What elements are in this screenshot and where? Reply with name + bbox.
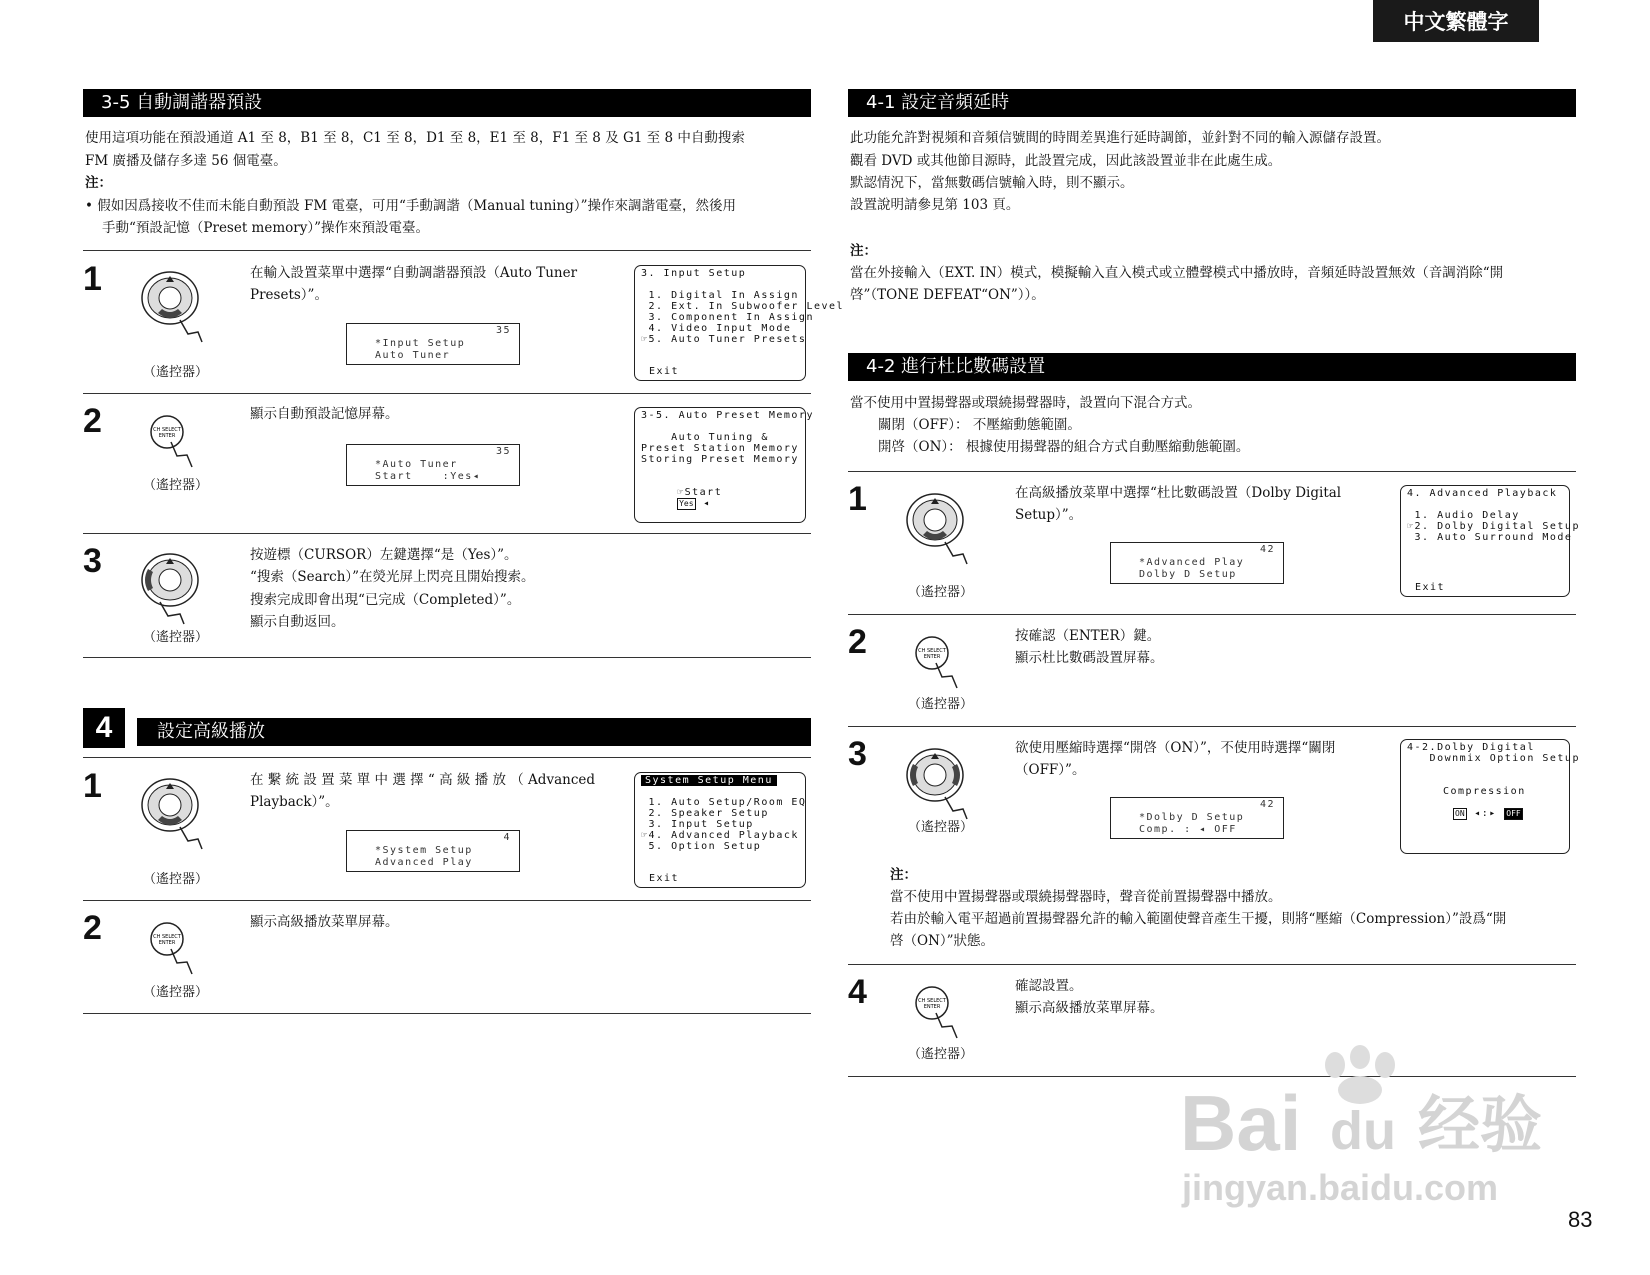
sec42-note-label: 注： [890,867,917,883]
divider [83,757,811,758]
divider [83,250,811,251]
step-number: 1 [83,767,102,805]
remote-enter-icon [145,412,205,472]
remote-caption: （遙控器） [143,365,209,380]
fl-display [1110,542,1284,584]
section-title-4-1: 4-1 設定音頻延時 [848,89,1576,117]
display-number: 35 [495,446,511,457]
divider [83,657,811,658]
step-number: 1 [848,480,867,518]
step-number: 3 [83,542,102,580]
watermark-url: jingyan.baidu.com [1182,1167,1499,1208]
sec42-on-desc: 開啓（ON）： 根據使用揚聲器的組合方式自動壓縮動態範圍。 [878,439,1250,455]
sec35-paragraph-2: FM 廣播及儲存多達 56 個電臺。 [85,153,287,169]
divider [83,1013,811,1014]
paw-icon [1315,1045,1405,1105]
sec41-paragraph-1: 此功能允許對視頻和音頻信號間的時間差異進行延時調節，並針對不同的輸入源儲存設置。 [850,130,1390,146]
osd-start-label: ☞Start [677,487,723,498]
sec42-note-line-3: 啓（ON）”狀態。 [890,933,995,949]
section-title-4: 設定高級播放 [137,718,811,746]
svg-text:ENTER: ENTER [158,940,176,946]
remote-enter-icon [145,919,205,979]
step-text: 顯示自動返回。 [250,614,345,630]
fl-display [1110,797,1284,839]
divider [83,900,811,901]
display-line-2: Auto Tuner [375,350,451,361]
step-text: 在 繫 統 設 置 菜 單 中 選 擇 “ 高 級 播 放 （ Advanced [250,772,596,788]
section-title-4-2: 4-2 進行杜比數碼設置 [848,353,1576,381]
display-number: 42 [1259,799,1275,810]
svg-text:ENTER: ENTER [923,1004,941,1010]
osd-title: 4. Advanced Playback [1407,488,1558,499]
sec42-off-desc: 關閉（OFF）： 不壓縮動態範圍。 [878,417,1081,433]
osd-yes-box: Yes [679,499,694,508]
language-tab: 中文繁體字 [1373,0,1539,42]
sec41-paragraph-4: 設置說明請參見第 103 頁。 [850,197,1020,213]
display-number: 35 [495,325,511,336]
step-text: Presets）”。 [250,287,328,303]
osd-items: Auto Tuning & Preset Station Memory Storing Preset Memory [641,432,799,465]
sec41-note-line-1: 當在外接輸入（EXT. IN）模式，模擬輸入直入模式或立體聲模式中播放時，音頻延時設置無效（音調消除“開 [850,265,1504,281]
watermark-jingyan: 经验 [1418,1088,1543,1161]
display-line-1: *System Setup [375,845,473,856]
remote-caption: （遙控器） [143,630,209,645]
svg-text:ENTER: ENTER [158,433,176,439]
sec41-paragraph-3: 默認情況下，當無數碼信號輸入時，則不顯示。 [850,175,1134,191]
remote-dpad-icon [905,742,977,827]
osd-exit: Exit [1415,582,1446,593]
osd-items: 1. Auto Setup/Room EQ 2. Speaker Setup 3. Input Setup ☞4. Advanced Playback 5. Option Setup [641,797,807,852]
display-line-2: Advanced Play [375,857,473,868]
sec42-note-line-2: 若由於輸入電平超過前置揚聲器允許的輸入範圍使聲音產生干擾，則將“壓縮（Compression）”設爲“開 [890,911,1507,927]
step-text: Playback）”。 [250,794,339,810]
divider [83,533,811,534]
step-text: 顯示杜比數碼設置屏幕。 [1015,650,1164,666]
divider [848,471,1576,472]
fl-display [346,323,520,365]
step-text: 欲使用壓縮時選擇“開啓（ON）”，不使用時選擇“關閉 [1015,740,1336,756]
remote-caption: （遙控器） [908,697,974,712]
divider [83,393,811,394]
display-line-1: *Advanced Play [1139,557,1245,568]
osd-menu-dolby-digital-setup [1400,739,1580,854]
osd-compression-label: Compression [1443,786,1526,797]
step-text: 在高級播放菜單中選擇“杜比數碼設置（Dolby Digital [1015,485,1342,501]
osd-menu-input-setup [634,265,845,381]
fl-display [346,830,520,872]
step-text: 確認設置。 [1015,978,1083,994]
divider [848,614,1576,615]
osd-menu-auto-preset-memory [634,407,814,523]
fl-display [346,444,520,486]
section-title-3-5: 3-5 自動調諧器預設 [83,89,811,117]
osd-exit: Exit [649,366,680,377]
display-line-2: Start :Yes◂ [375,471,481,482]
divider [848,964,1576,965]
osd-title: 3-5. Auto Preset Memory [641,410,814,421]
remote-caption: （遙控器） [908,1047,974,1062]
display-number: 4 [503,832,511,843]
watermark-bai: Bai [1180,1079,1302,1167]
display-line-1: *Dolby D Setup [1139,812,1245,823]
step-text: （OFF）”。 [1015,762,1086,778]
svg-text:CH SELECT: CH SELECT [918,998,946,1004]
sec41-note-line-2: 啓”（TONE DEFEAT“ON”））。 [850,287,1045,303]
display-number: 42 [1259,544,1275,555]
osd-menu-system-setup [634,772,806,888]
step-text: 搜索完成即會出現“已完成（Completed）”。 [250,592,521,608]
display-line-1: *Auto Tuner [375,459,458,470]
display-line-2: Dolby D Setup [1139,569,1237,580]
sec42-paragraph-1: 當不使用中置揚聲器或環繞揚聲器時，設置向下混合方式。 [850,395,1201,411]
osd-menu-advanced-playback [1400,485,1580,597]
step-text: 顯示自動預設記憶屏幕。 [250,406,399,422]
watermark-du: du [1330,1101,1396,1161]
osd-exit: Exit [649,873,680,884]
remote-caption: （遙控器） [143,478,209,493]
remote-caption: （遙控器） [908,585,974,600]
svg-text:ENTER: ENTER [923,654,941,660]
step-number: 3 [848,735,867,773]
osd-title: System Setup Menu [641,775,777,786]
remote-dpad-icon [140,772,212,857]
remote-dpad-icon [905,487,977,572]
divider [848,726,1576,727]
remote-enter-icon [910,633,970,693]
step-text: 在輸入設置菜單中選擇“自動調諧器預設（Auto Tuner [250,265,578,281]
svg-text:CH SELECT: CH SELECT [153,427,181,433]
osd-compression-option [1453,808,1523,820]
remote-caption: （遙控器） [143,872,209,887]
display-line-1: *Input Setup [375,338,466,349]
step-number: 1 [83,260,102,298]
remote-dpad-icon [140,547,212,632]
osd-on-box: ON [1455,809,1465,818]
svg-text:CH SELECT: CH SELECT [918,648,946,654]
section-number-4: 4 [83,708,125,748]
step-number: 4 [848,973,867,1011]
osd-items: 1. Digital In Assign 2. Ext. In Subwoofer Level 3. Component In Assign 4. Video Input Mode ☞5. Auto Tuner Presets [641,290,845,345]
remote-caption: （遙控器） [908,820,974,835]
step-text: 按遊標（CURSOR）左鍵選擇“是（Yes）”。 [250,547,518,563]
step-text: 按確認（ENTER）鍵。 [1015,628,1161,644]
sec41-paragraph-2: 觀看 DVD 或其他節目源時，此設置完成，因此該設置並非在此處生成。 [850,153,1282,169]
sec41-note-label: 注： [850,243,877,259]
step-number: 2 [83,402,102,440]
sec35-bullet-line-1: • 假如因爲接收不佳而未能自動預設 FM 電臺，可用“手動調諧（Manual tuning）”操作來調諧電臺，然後用 [85,198,736,214]
remote-dpad-icon [140,265,212,350]
sec42-note-line-1: 當不使用中置揚聲器或環繞揚聲器時，聲音從前置揚聲器中播放。 [890,889,1282,905]
osd-title: 4-2.Dolby Digital Downmix Option Setup [1407,742,1580,764]
sec35-note-label: 注： [85,175,112,191]
step-number: 2 [83,909,102,947]
svg-text:CH SELECT: CH SELECT [153,934,181,940]
osd-items: 1. Audio Delay ☞2. Dolby Digital Setup 3. Auto Surround Mode [1407,510,1580,543]
sec35-paragraph-1: 使用這項功能在預設通道 A1 至 8，B1 至 8，C1 至 8，D1 至 8，E1 至 8，F1 至 8 及 G1 至 8 中自動搜索 [85,130,745,146]
osd-title: 3. Input Setup [641,268,747,279]
step-text: 顯示高級播放菜單屏幕。 [250,914,399,930]
remote-caption: （遙控器） [143,985,209,1000]
remote-enter-icon [910,983,970,1043]
osd-off-box: OFF [1506,809,1521,818]
display-line-2: Comp. : ◂ OFF [1139,824,1237,835]
baidu-watermark [1180,1045,1560,1215]
page-number: 83 [1568,1207,1593,1232]
osd-start-row: ☞Start Yes ◂ [677,487,723,509]
step-text: “搜索（Search）”在熒光屏上閃亮且開始搜索。 [250,569,535,585]
osd-arrows: ◂:▸ [1474,808,1497,819]
sec35-bullet-line-2: 手動“預設記憶（Preset memory）”操作來預設電臺。 [102,220,430,236]
step-text: 顯示高級播放菜單屏幕。 [1015,1000,1164,1016]
step-text: Setup）”。 [1015,507,1083,523]
step-number: 2 [848,623,867,661]
